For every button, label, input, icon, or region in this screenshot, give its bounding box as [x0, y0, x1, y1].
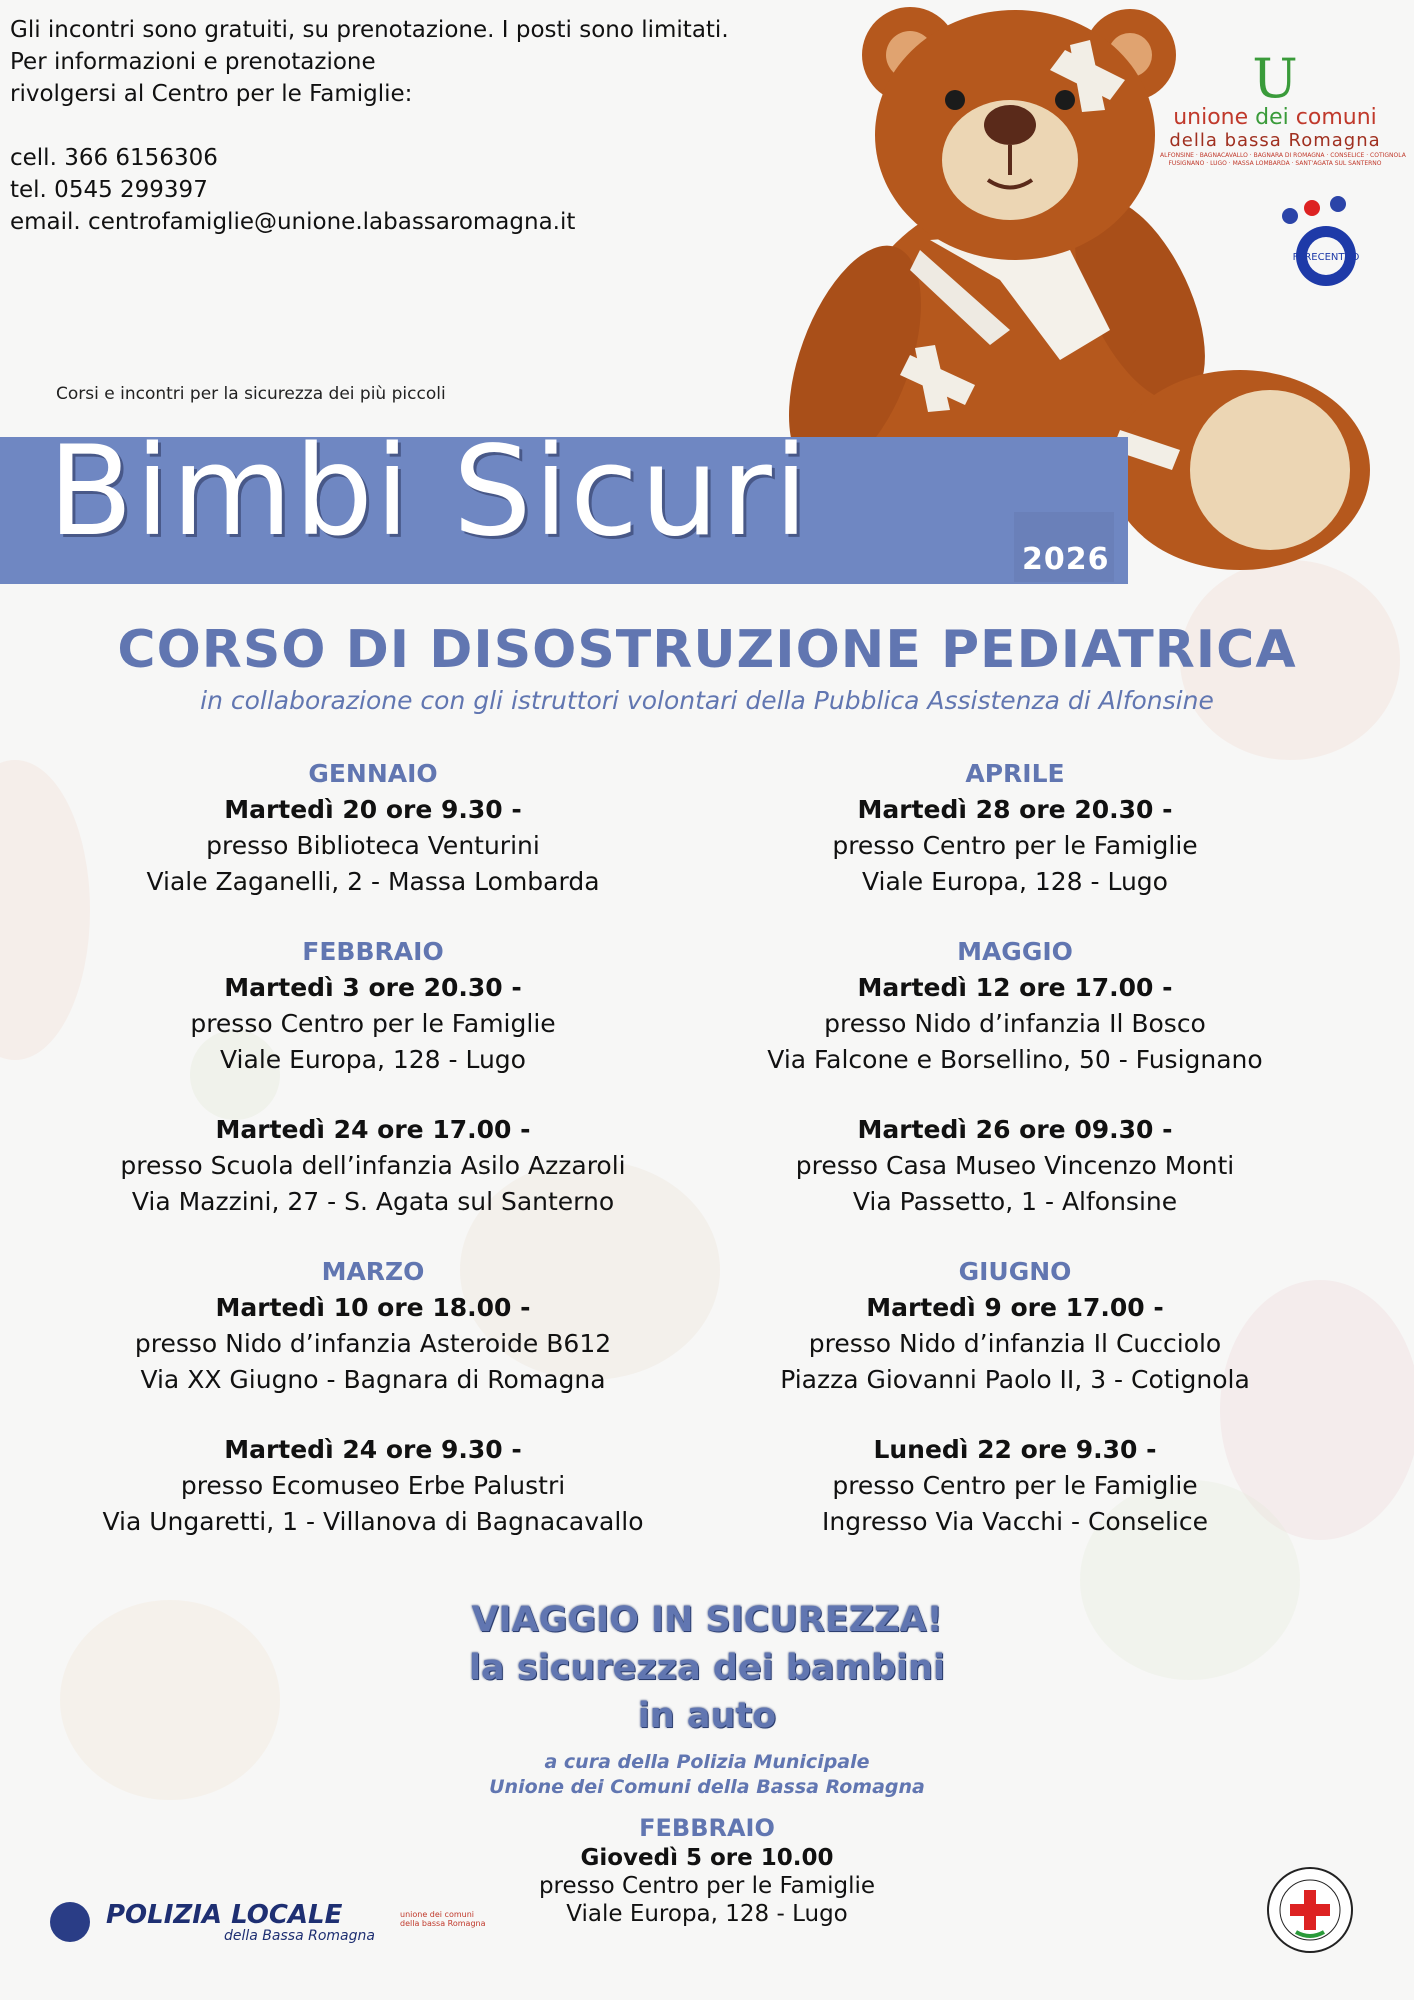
event-date: Martedì 10 ore 18.00 -: [215, 1293, 531, 1322]
organizer-line: a cura della Polizia Municipale: [544, 1751, 870, 1773]
schedule-right-column: [710, 756, 1320, 1540]
schedule-entry: [40, 1432, 706, 1540]
month-heading: GENNAIO: [308, 759, 438, 788]
mini-logo-text: unione dei comuni: [400, 1910, 475, 1919]
event-place: presso Centro per le Famiglie: [190, 1009, 556, 1038]
phone-tel: tel. 0545 299397: [10, 177, 208, 203]
organizer-line: Unione dei Comuni della Bassa Romagna: [489, 1776, 925, 1798]
month-heading: FEBBRAIO: [639, 1814, 775, 1842]
logo-towns: ALFONSINE · BAGNACAVALLO · BAGNARA DI ROMAGNA · CONSELICE · COTIGNOLA: [1160, 152, 1406, 159]
event-address: Via Falcone e Borsellino, 50 - Fusignano: [767, 1045, 1263, 1074]
event-place: presso Scuola dell’infanzia Asilo Azzaroli: [120, 1151, 626, 1180]
email-contact: email. centrofamiglie@unione.labassaromagna.it: [10, 209, 576, 235]
event-place: presso Centro per le Famiglie: [832, 831, 1198, 860]
month-heading: FEBBRAIO: [302, 937, 444, 966]
event-date: Giovedì 5 ore 10.00: [580, 1845, 834, 1871]
month-heading: MARZO: [321, 1257, 425, 1286]
mini-logo-text: della bassa Romagna: [400, 1919, 486, 1928]
police-badge-icon: [50, 1902, 90, 1942]
event-address: Viale Europa, 128 - Lugo: [862, 867, 1168, 896]
phone-cell: cell. 366 6156306: [10, 145, 218, 171]
logo-text: dei: [1255, 105, 1289, 130]
course-title: CORSO DI DISOSTRUZIONE PEDIATRICA: [117, 620, 1297, 680]
logo-towns: FUSIGNANO · LUGO · MASSA LOMBARDA · SANT'AGATA SUL SANTERNO: [1168, 160, 1382, 167]
car-safety-section: [0, 1596, 1414, 1928]
schedule-entry: [710, 1432, 1320, 1540]
event-address: Via Ungaretti, 1 - Villanova di Bagnacavallo: [102, 1507, 644, 1536]
info-block: [10, 14, 729, 238]
polizia-subtitle: della Bassa Romagna: [224, 1928, 375, 1944]
event-place: presso Centro per le Famiglie: [832, 1471, 1198, 1500]
event-date: Martedì 9 ore 17.00 -: [866, 1293, 1164, 1322]
event-place: presso Centro per le Famiglie: [538, 1873, 876, 1899]
schedule-entry: [710, 970, 1320, 1078]
event-address: Via Mazzini, 27 - S. Agata sul Santerno: [131, 1187, 615, 1216]
event-date: Martedì 20 ore 9.30 -: [224, 795, 522, 824]
info-line: Per informazioni e prenotazione: [10, 49, 376, 75]
unione-comuni-logo: [1160, 47, 1406, 168]
event-address: Piazza Giovanni Paolo II, 3 - Cotignola: [780, 1365, 1250, 1394]
event-address: Viale Europa, 128 - Lugo: [220, 1045, 526, 1074]
info-line: Gli incontri sono gratuiti, su prenotazione. I posti sono limitati.: [10, 17, 729, 43]
schedule-entry: [40, 1112, 706, 1220]
course-subtitle: in collaborazione con gli istruttori volontari della Pubblica Assistenza di Alfonsine: [200, 686, 1214, 715]
banner-year: 2026: [1022, 542, 1110, 577]
event-date: Martedì 26 ore 09.30 -: [857, 1115, 1173, 1144]
event-address: Via XX Giugno - Bagnara di Romagna: [140, 1365, 606, 1394]
schedule-entry: [40, 970, 706, 1078]
month-heading: GIUGNO: [958, 1257, 1072, 1286]
schedule-entry: [40, 792, 706, 900]
event-date: Martedì 24 ore 17.00 -: [215, 1115, 531, 1144]
event-place: presso Nido d’infanzia Asteroide B612: [134, 1329, 612, 1358]
logo-subtext: della bassa Romagna: [1169, 130, 1381, 151]
event-date: Martedì 28 ore 20.30 -: [857, 795, 1173, 824]
info-line: rivolgersi al Centro per le Famiglie:: [10, 81, 413, 107]
section-heading: la sicurezza dei bambini: [469, 1648, 945, 1688]
event-address: Viale Zaganelli, 2 - Massa Lombarda: [146, 867, 600, 896]
polizia-mini-logo: [400, 1910, 486, 1928]
farecentro-label: FARECENTRO: [1292, 252, 1360, 263]
schedule-entry: [710, 1112, 1320, 1220]
pubblica-assistenza-seal-icon: [1266, 1866, 1354, 1954]
event-place: presso Casa Museo Vincenzo Monti: [795, 1151, 1235, 1180]
schedule-entry: [710, 792, 1320, 900]
section-heading: VIAGGIO IN SICUREZZA!: [471, 1600, 943, 1640]
polizia-locale-logo: [44, 1900, 486, 1946]
logo-text: unione: [1173, 105, 1249, 130]
farecentro-logo-icon: [1276, 194, 1372, 294]
month-heading: APRILE: [965, 759, 1065, 788]
event-address: Via Passetto, 1 - Alfonsine: [852, 1187, 1178, 1216]
polizia-title: POLIZIA LOCALE: [106, 1900, 343, 1930]
schedule-entry: [40, 1290, 706, 1398]
logo-text: comuni: [1295, 105, 1377, 130]
event-place: presso Biblioteca Venturini: [206, 831, 540, 860]
unione-u-icon: U: [1252, 47, 1298, 110]
event-date: Martedì 24 ore 9.30 -: [224, 1435, 522, 1464]
schedule-entry: [710, 1290, 1320, 1398]
event-place: presso Nido d’infanzia Il Bosco: [824, 1009, 1206, 1038]
event-address: Viale Europa, 128 - Lugo: [566, 1901, 848, 1927]
event-date: Lunedì 22 ore 9.30 -: [873, 1435, 1157, 1464]
banner-title: Bimbi Sicuri: [48, 420, 811, 564]
event-place: presso Nido d’infanzia Il Cucciolo: [808, 1329, 1222, 1358]
event-address: Ingresso Via Vacchi - Conselice: [822, 1507, 1208, 1536]
event-place: presso Ecomuseo Erbe Palustri: [180, 1471, 566, 1500]
event-date: Martedì 12 ore 17.00 -: [857, 973, 1173, 1002]
month-heading: MAGGIO: [957, 937, 1073, 966]
tagline: Corsi e incontri per la sicurezza dei più piccoli: [56, 384, 446, 404]
event-date: Martedì 3 ore 20.30 -: [224, 973, 522, 1002]
schedule-left-column: [40, 756, 706, 1540]
section-heading: in auto: [637, 1696, 777, 1736]
